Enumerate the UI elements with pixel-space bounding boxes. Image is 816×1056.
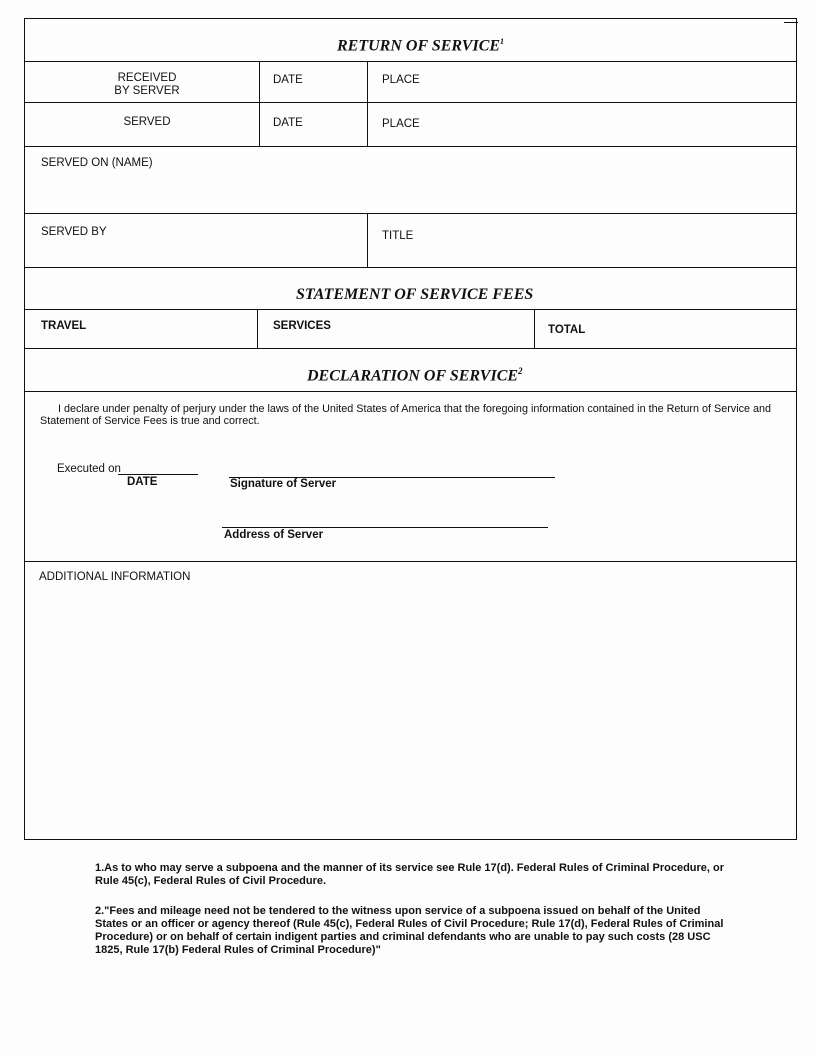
column-divider bbox=[367, 213, 368, 267]
divider bbox=[24, 61, 797, 62]
column-divider bbox=[534, 309, 535, 348]
footnote-ref-1: 1 bbox=[500, 37, 505, 46]
declaration-statement-line2: Statement of Service Fees is true and correct. bbox=[40, 415, 260, 427]
signature-caption: Signature of Server bbox=[230, 478, 337, 490]
footnote-2-line4: 1825, Rule 17(b) Federal Rules of Criminal Procedure)" bbox=[95, 944, 381, 956]
return-of-service-title-text: RETURN OF SERVICE bbox=[337, 37, 501, 55]
served-place-label: PLACE bbox=[382, 118, 420, 130]
divider bbox=[24, 213, 797, 214]
received-place-label: PLACE bbox=[382, 74, 420, 86]
divider bbox=[24, 561, 797, 562]
title-field-label: TITLE bbox=[382, 230, 414, 242]
served-date-label: DATE bbox=[273, 117, 303, 129]
additional-information-label: ADDITIONAL INFORMATION bbox=[39, 571, 191, 583]
travel-label: TRAVEL bbox=[41, 320, 87, 332]
footnote-ref-2: 2 bbox=[518, 366, 523, 376]
divider bbox=[24, 309, 797, 310]
footnote-1-line1: 1.As to who may serve a subpoena and the manner of its service see Rule 17(d). Federal Rules of Criminal Procedure, or bbox=[95, 862, 725, 874]
declaration-statement-line1: I declare under penalty of perjury under the laws of the United States of America that the foregoing information contained in the Return of Service and bbox=[58, 403, 772, 415]
received-date-label: DATE bbox=[273, 74, 303, 86]
footnote-1-line2: Rule 45(c), Federal Rules of Civil Procedure. bbox=[95, 875, 327, 887]
column-divider bbox=[367, 61, 368, 146]
received-label-line1: RECEIVED bbox=[117, 72, 177, 84]
footnote-1 bbox=[95, 862, 735, 888]
divider bbox=[24, 391, 797, 392]
footnote-2-line1: 2."Fees and mileage need not be tendered to the witness upon service of a subpoena issued on behalf of the United bbox=[95, 905, 701, 917]
served-by-label: SERVED BY bbox=[41, 226, 107, 238]
received-label-line2: BY SERVER bbox=[114, 85, 180, 97]
column-divider bbox=[259, 61, 260, 146]
return-of-service-title bbox=[337, 37, 504, 55]
divider bbox=[24, 267, 797, 268]
address-line bbox=[222, 527, 548, 528]
service-fees-title: STATEMENT OF SERVICE FEES bbox=[296, 286, 534, 303]
declaration-title-text: DECLARATION OF SERVICE bbox=[307, 367, 519, 385]
served-on-name-label: SERVED ON (NAME) bbox=[41, 157, 153, 169]
footnote-2 bbox=[95, 905, 745, 957]
received-by-server-label bbox=[84, 72, 210, 98]
date-line bbox=[118, 474, 198, 475]
divider bbox=[24, 348, 797, 349]
executed-on-label: Executed on bbox=[57, 463, 121, 475]
served-label: SERVED bbox=[123, 116, 171, 128]
declaration-title bbox=[307, 366, 523, 385]
divider bbox=[24, 146, 797, 147]
form-border bbox=[24, 18, 797, 840]
services-label: SERVICES bbox=[273, 320, 331, 332]
column-divider bbox=[257, 309, 258, 348]
address-caption: Address of Server bbox=[224, 529, 324, 541]
corner-mark bbox=[784, 22, 798, 23]
footnote-2-line2: States or an officer or agency thereof (Rule 45(c), Federal Rules of Civil Procedure; Rule 17(d), Federal Rules of Criminal bbox=[95, 918, 724, 930]
date-caption: DATE bbox=[127, 476, 158, 488]
total-label: TOTAL bbox=[548, 324, 586, 336]
divider bbox=[24, 102, 797, 103]
footnote-2-line3: Procedure) or on behalf of certain indigent parties and criminal defendants who are unable to pay such costs (28 USC bbox=[95, 931, 711, 943]
